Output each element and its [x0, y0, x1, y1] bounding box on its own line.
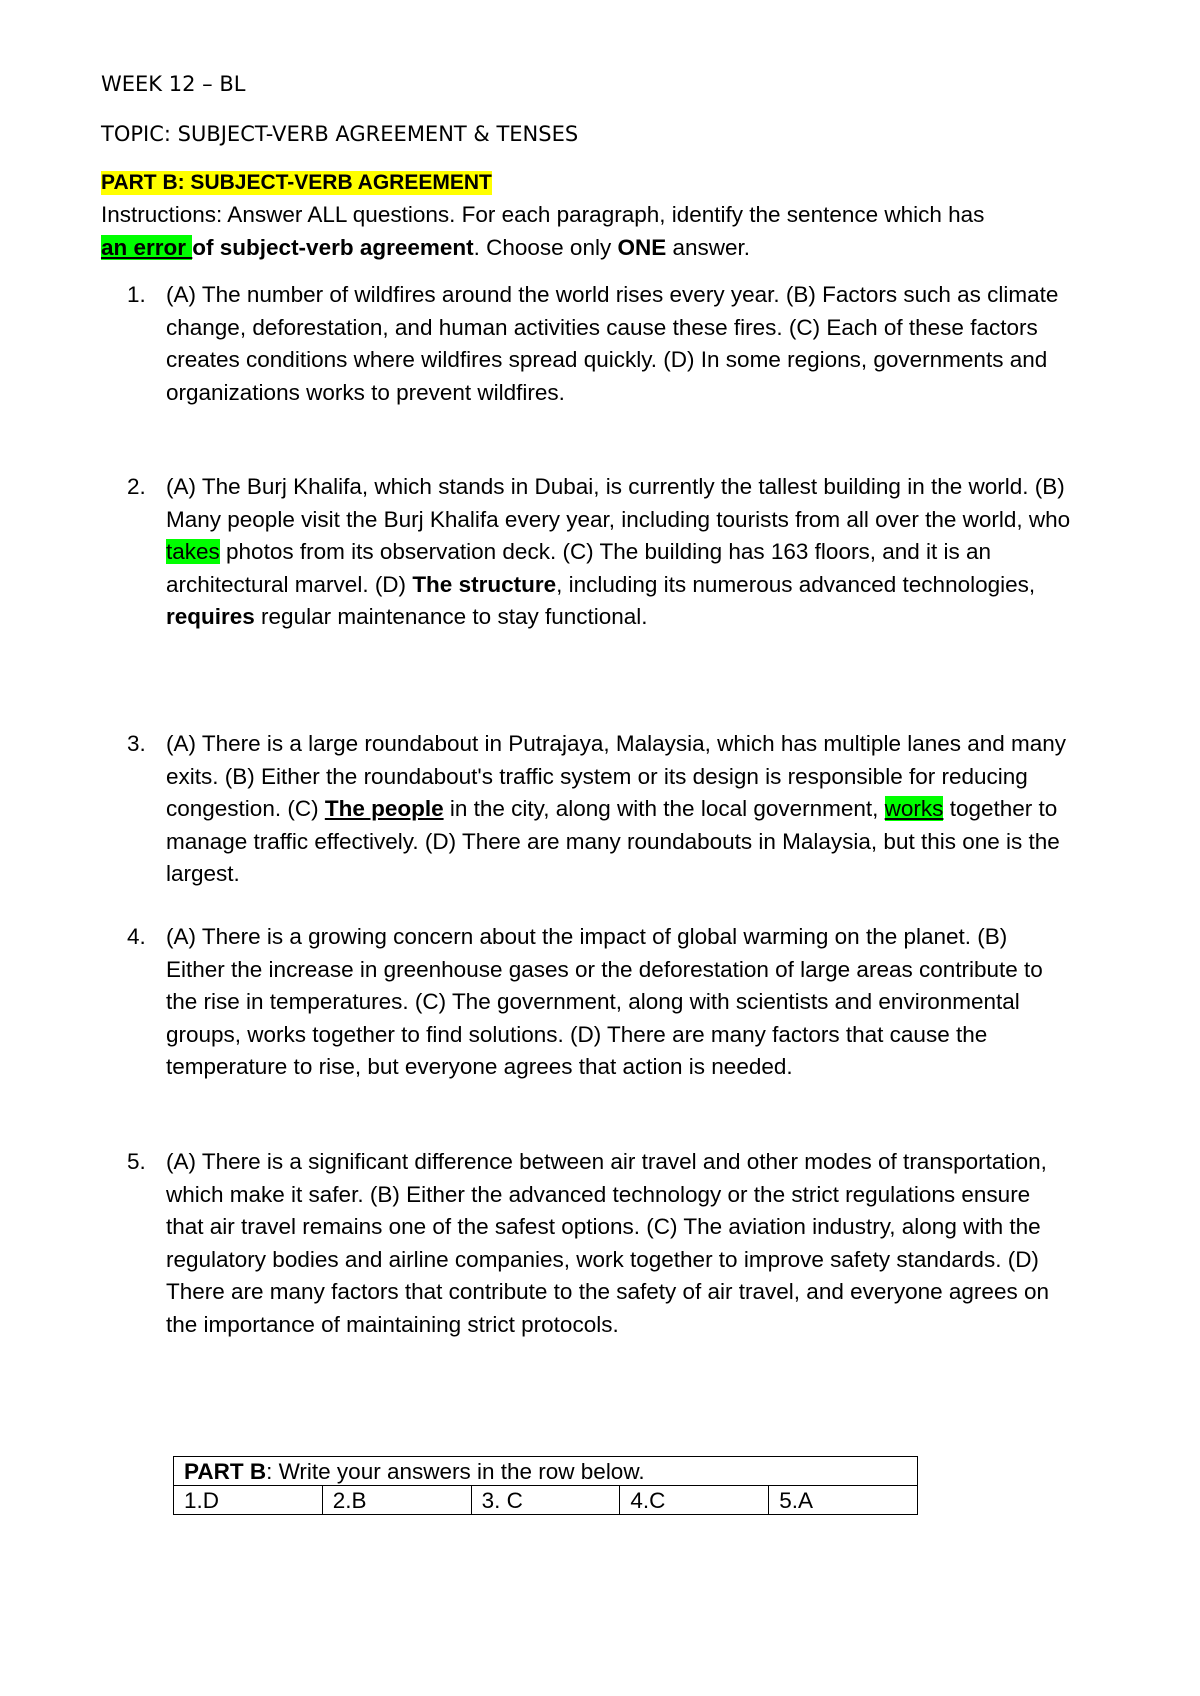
topic-heading: TOPIC: SUBJECT-VERB AGREEMENT & TENSES	[101, 122, 579, 146]
answer-table	[173, 1456, 918, 1515]
question-text-part: (A) The Burj Khalifa, which stands in Dubai, is currently the tallest building in the world. (B) Many people visit the Burj Khalifa every year, including tourists from all over the world, who	[166, 474, 1071, 532]
week-heading: WEEK 12 – BL	[101, 72, 246, 96]
question-4	[127, 921, 1072, 1084]
question-text	[166, 471, 1072, 634]
answer-cell[interactable]: 3. C	[471, 1486, 620, 1515]
question-text: (A) There is a growing concern about the impact of global warming on the planet. (B) Either the increase in greenhouse gases or the deforestation of large areas contribute to the rise in temperatures. (C) The government, along with scientists and environmental groups, works together to find solutions. (D) There are many factors that cause the temperature to rise, but everyone agrees that action is needed.	[166, 924, 1043, 1079]
question-number: 2.	[127, 474, 146, 499]
bold-subject: The structure	[412, 571, 557, 597]
question-number: 1.	[127, 282, 146, 307]
question-text: (A) There is a significant difference between air travel and other modes of transportation, which make it safer. (B) Either the advanced technology or the strict regulations ensure that air travel remains one of the safest options. (C) The aviation industry, along with the regulatory bodies and airline companies, work together to improve safety standards. (D) There are many factors that contribute to the safety of air travel, and everyone agrees on the importance of maintaining strict protocols.	[166, 1149, 1049, 1337]
question-number: 4.	[127, 924, 146, 949]
question-text-part: in the city, along with the local government,	[443, 796, 885, 821]
question-5	[127, 1146, 1072, 1341]
bold-underlined-subject: The people	[324, 796, 444, 821]
question-text-part: photos from its observation deck. (C) The building has 163 floors, and it is an architectural marvel. (D)	[166, 539, 992, 597]
question-text	[166, 728, 1072, 891]
answer-cell[interactable]: 2.B	[322, 1486, 471, 1515]
question-text: (A) The number of wildfires around the world rises every year. (B) Factors such as climate change, deforestation, and human activities cause these fires. (C) Each of these factors creates conditions where wildfires spread quickly. (D) In some regions, governments and organizations works to prevent wildfires.	[166, 282, 1059, 405]
answer-cell[interactable]: 1.D	[174, 1486, 323, 1515]
instructions-one: ONE	[617, 235, 667, 260]
answer-cell[interactable]: 4.C	[620, 1486, 769, 1515]
question-text-part: (A) There is a large roundabout in Putrajaya, Malaysia, which has multiple lanes and many exits. (B) Either the roundabout's traffic system or its design is responsible for reducing congestion. (C)	[166, 731, 1067, 821]
instructions	[101, 198, 1081, 264]
instructions-error-highlight: an error	[101, 235, 193, 260]
instructions-text: Instructions: Answer ALL questions. For each paragraph, identify the sentence which has	[101, 202, 985, 227]
question-number: 3.	[127, 731, 146, 756]
answer-table-label-bold: PART B	[184, 1458, 267, 1484]
instructions-bold: of subject-verb agreement	[192, 235, 474, 260]
answer-cell[interactable]: 5.A	[769, 1486, 918, 1515]
question-text-part: together to manage traffic effectively. (D) There are many roundabouts in Malaysia, but this one is the largest.	[166, 796, 1060, 886]
question-2	[127, 471, 1072, 634]
highlighted-verb: works	[884, 796, 944, 821]
bold-verb: requires	[166, 604, 255, 629]
answer-table-header-row	[174, 1457, 918, 1486]
part-b-heading: PART B: SUBJECT-VERB AGREEMENT	[101, 171, 492, 194]
question-1	[127, 279, 1072, 409]
question-text-part: regular maintenance to stay functional.	[254, 604, 648, 629]
instructions-text-3: answer.	[666, 235, 751, 260]
question-number: 5.	[127, 1149, 146, 1174]
answer-row	[174, 1486, 918, 1515]
answer-table-header	[174, 1457, 918, 1486]
question-3	[127, 728, 1072, 891]
instructions-text-2: . Choose only	[473, 235, 618, 260]
question-text-part: , including its numerous advanced technologies,	[556, 571, 1036, 597]
answer-table-label: : Write your answers in the row below.	[266, 1458, 645, 1484]
highlighted-verb: takes	[166, 539, 220, 564]
